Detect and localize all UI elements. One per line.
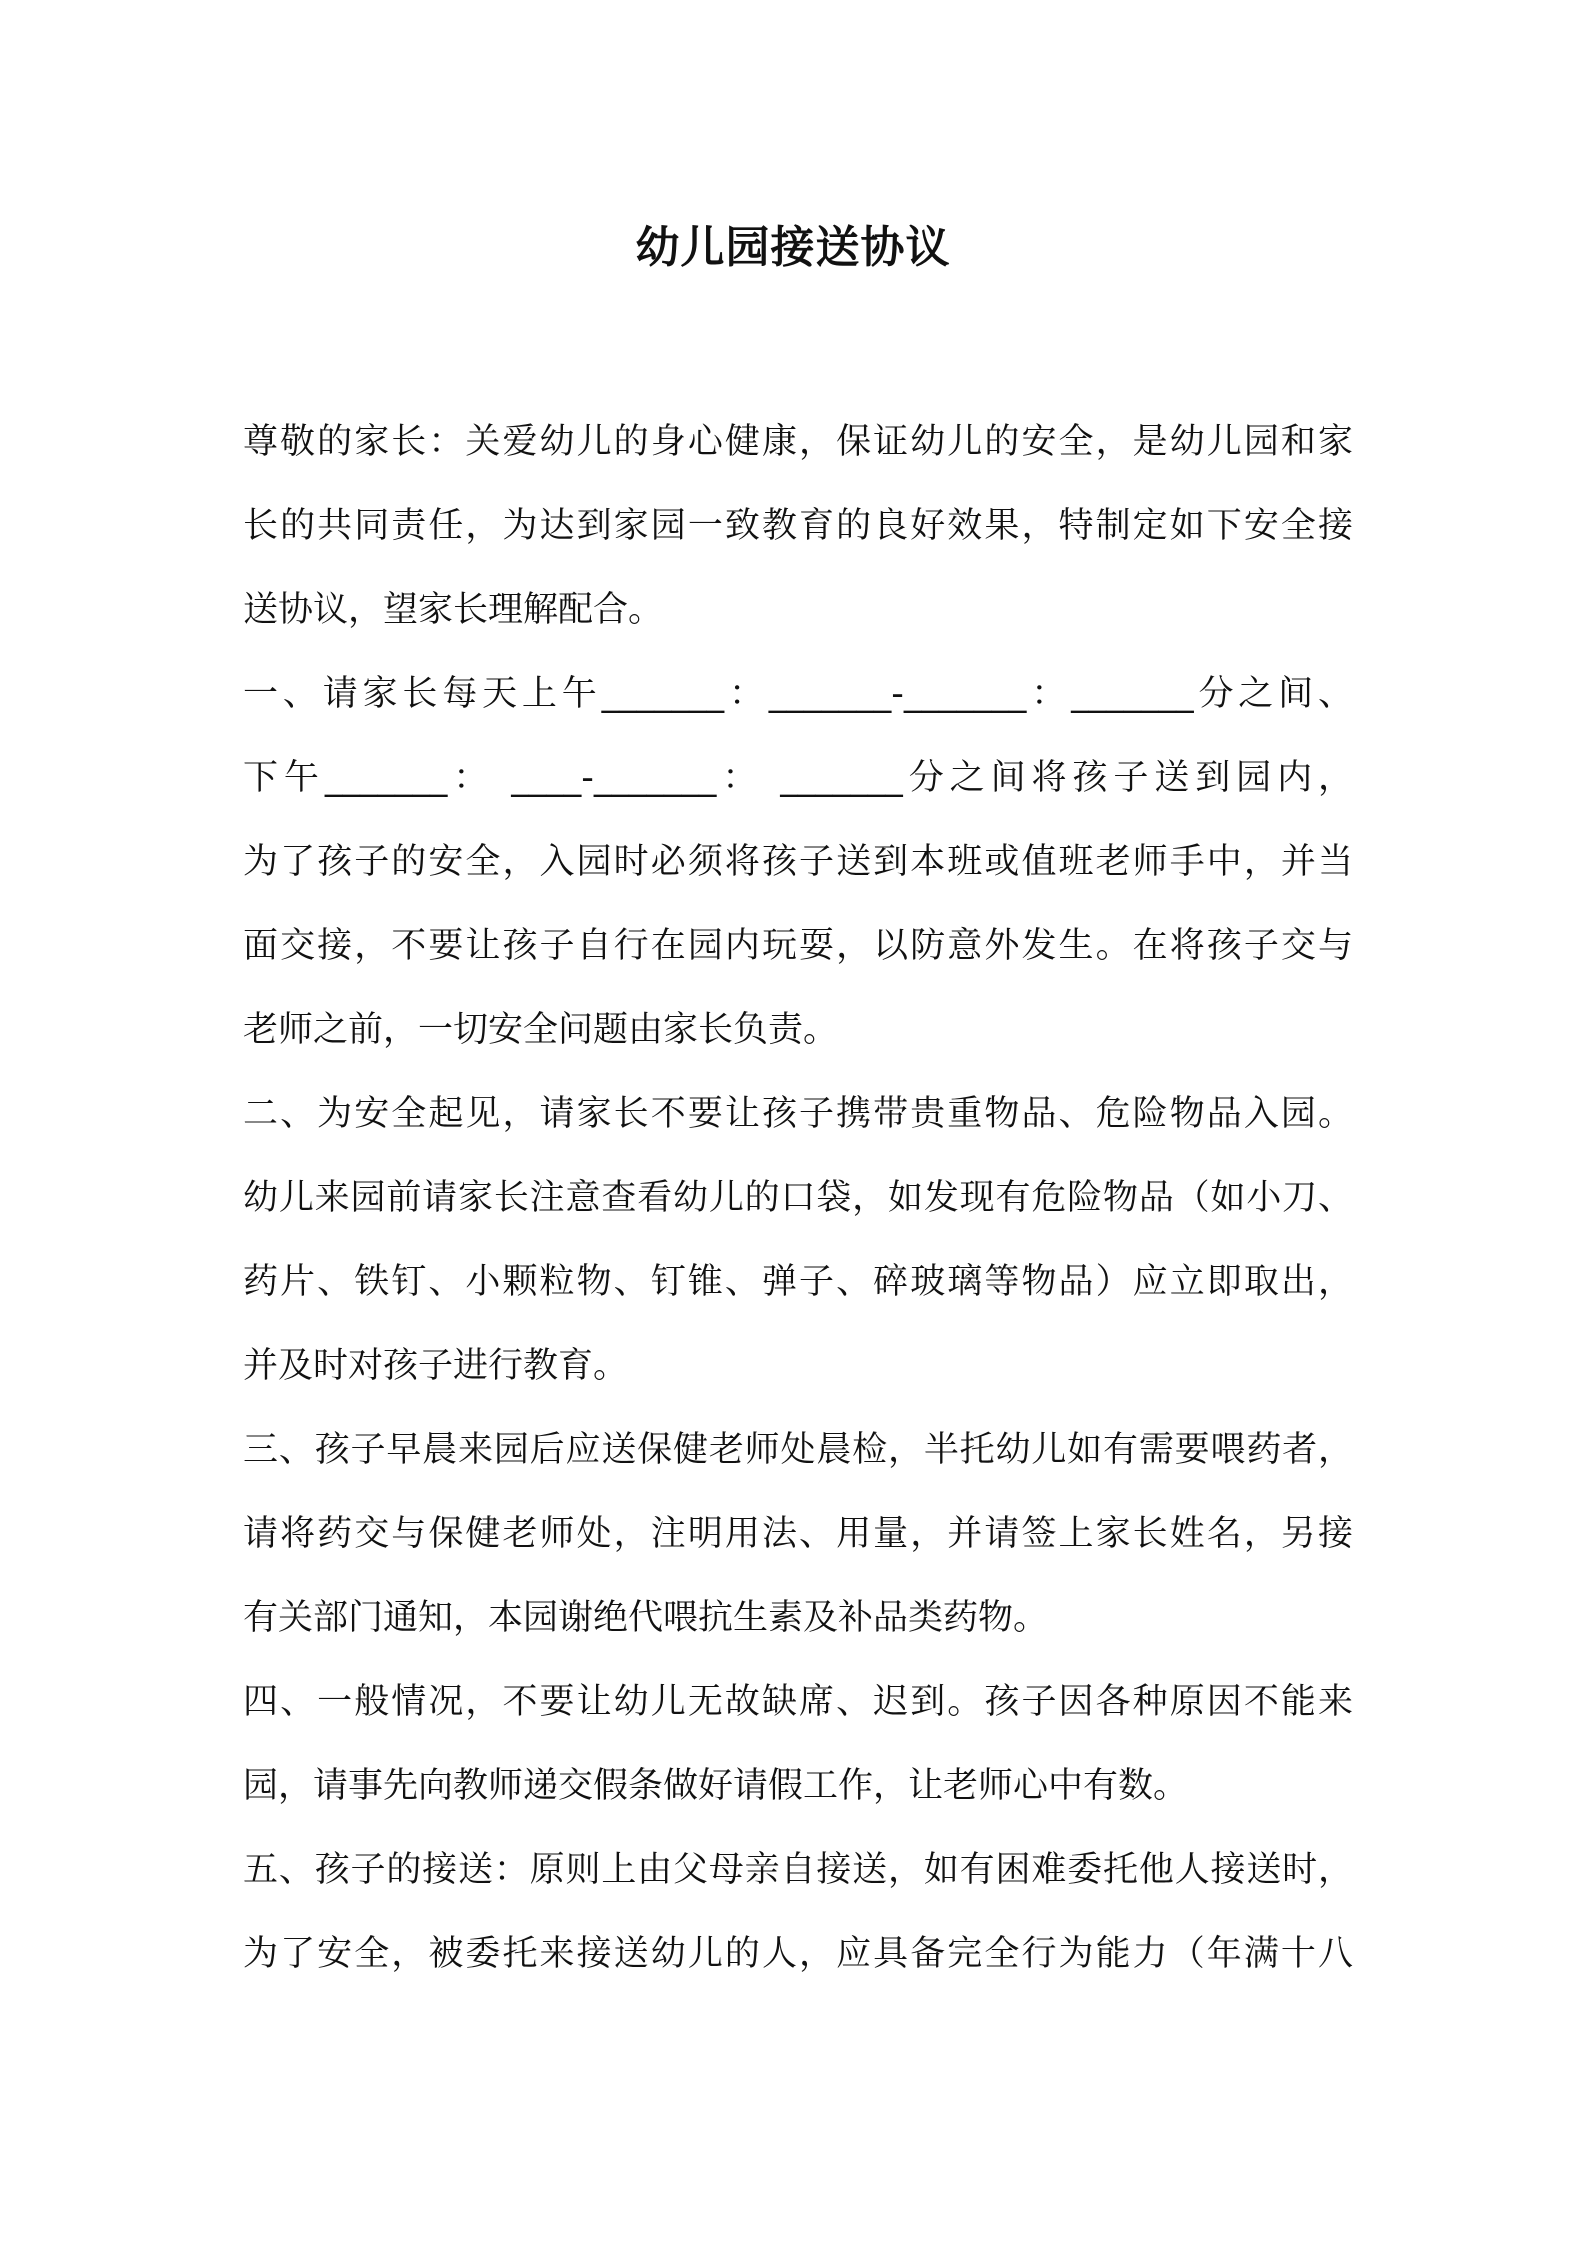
text-line: 幼儿来园前请家长注意查看幼儿的口袋，如发现有危险物品（如小刀、 (243, 1178, 1353, 1218)
text-line: 请将药交与保健老师处，注明用法、用量，并请签上家长姓名，另接 (243, 1514, 1353, 1554)
text-line: 并及时对孩子进行教育。 (243, 1346, 629, 1386)
text-line: 四、一般情况，不要让幼儿无故缺席、迟到。孩子因各种原因不能来 (243, 1682, 1353, 1722)
text-line: 五、孩子的接送：原则上由父母亲自接送，如有困难委托他人接送时， (243, 1850, 1353, 1890)
text-line: 三、孩子早晨来园后应送保健老师处晨检，半托幼儿如有需要喂药者， (243, 1430, 1353, 1470)
text-line: 下午_______： ____-_______： _______分之间将孩子送到园内， (243, 758, 1353, 798)
text-line: 二、为安全起见，请家长不要让孩子携带贵重物品、危险物品入园。 (243, 1094, 1353, 1134)
text-line: 长的共同责任，为达到家园一致教育的良好效果，特制定如下安全接 (243, 506, 1353, 546)
text-line: 园，请事先向教师递交假条做好请假工作，让老师心中有数。 (243, 1766, 1189, 1806)
text-line: 有关部门通知，本园谢绝代喂抗生素及补品类药物。 (243, 1598, 1049, 1638)
text-line: 老师之前，一切安全问题由家长负责。 (243, 1010, 839, 1050)
text-line: 药片、铁钉、小颗粒物、钉锥、弹子、碎玻璃等物品）应立即取出， (243, 1262, 1353, 1302)
text-line: 尊敬的家长：关爱幼儿的身心健康，保证幼儿的安全，是幼儿园和家 (243, 422, 1353, 462)
text-line: 为了孩子的安全，入园时必须将孩子送到本班或值班老师手中，并当 (243, 842, 1353, 882)
text-line: 面交接，不要让孩子自行在园内玩耍，以防意外发生。在将孩子交与 (243, 926, 1353, 966)
text-line: 为了安全，被委托来接送幼儿的人，应具备完全行为能力（年满十八 (243, 1934, 1353, 1974)
document-title: 幼儿园接送协议 (635, 222, 951, 273)
text-line: 送协议，望家长理解配合。 (243, 590, 664, 630)
document-body (243, 400, 1353, 1996)
text-line: 一、请家长每天上午_______：_______-_______：_______分之间、 (243, 674, 1353, 714)
